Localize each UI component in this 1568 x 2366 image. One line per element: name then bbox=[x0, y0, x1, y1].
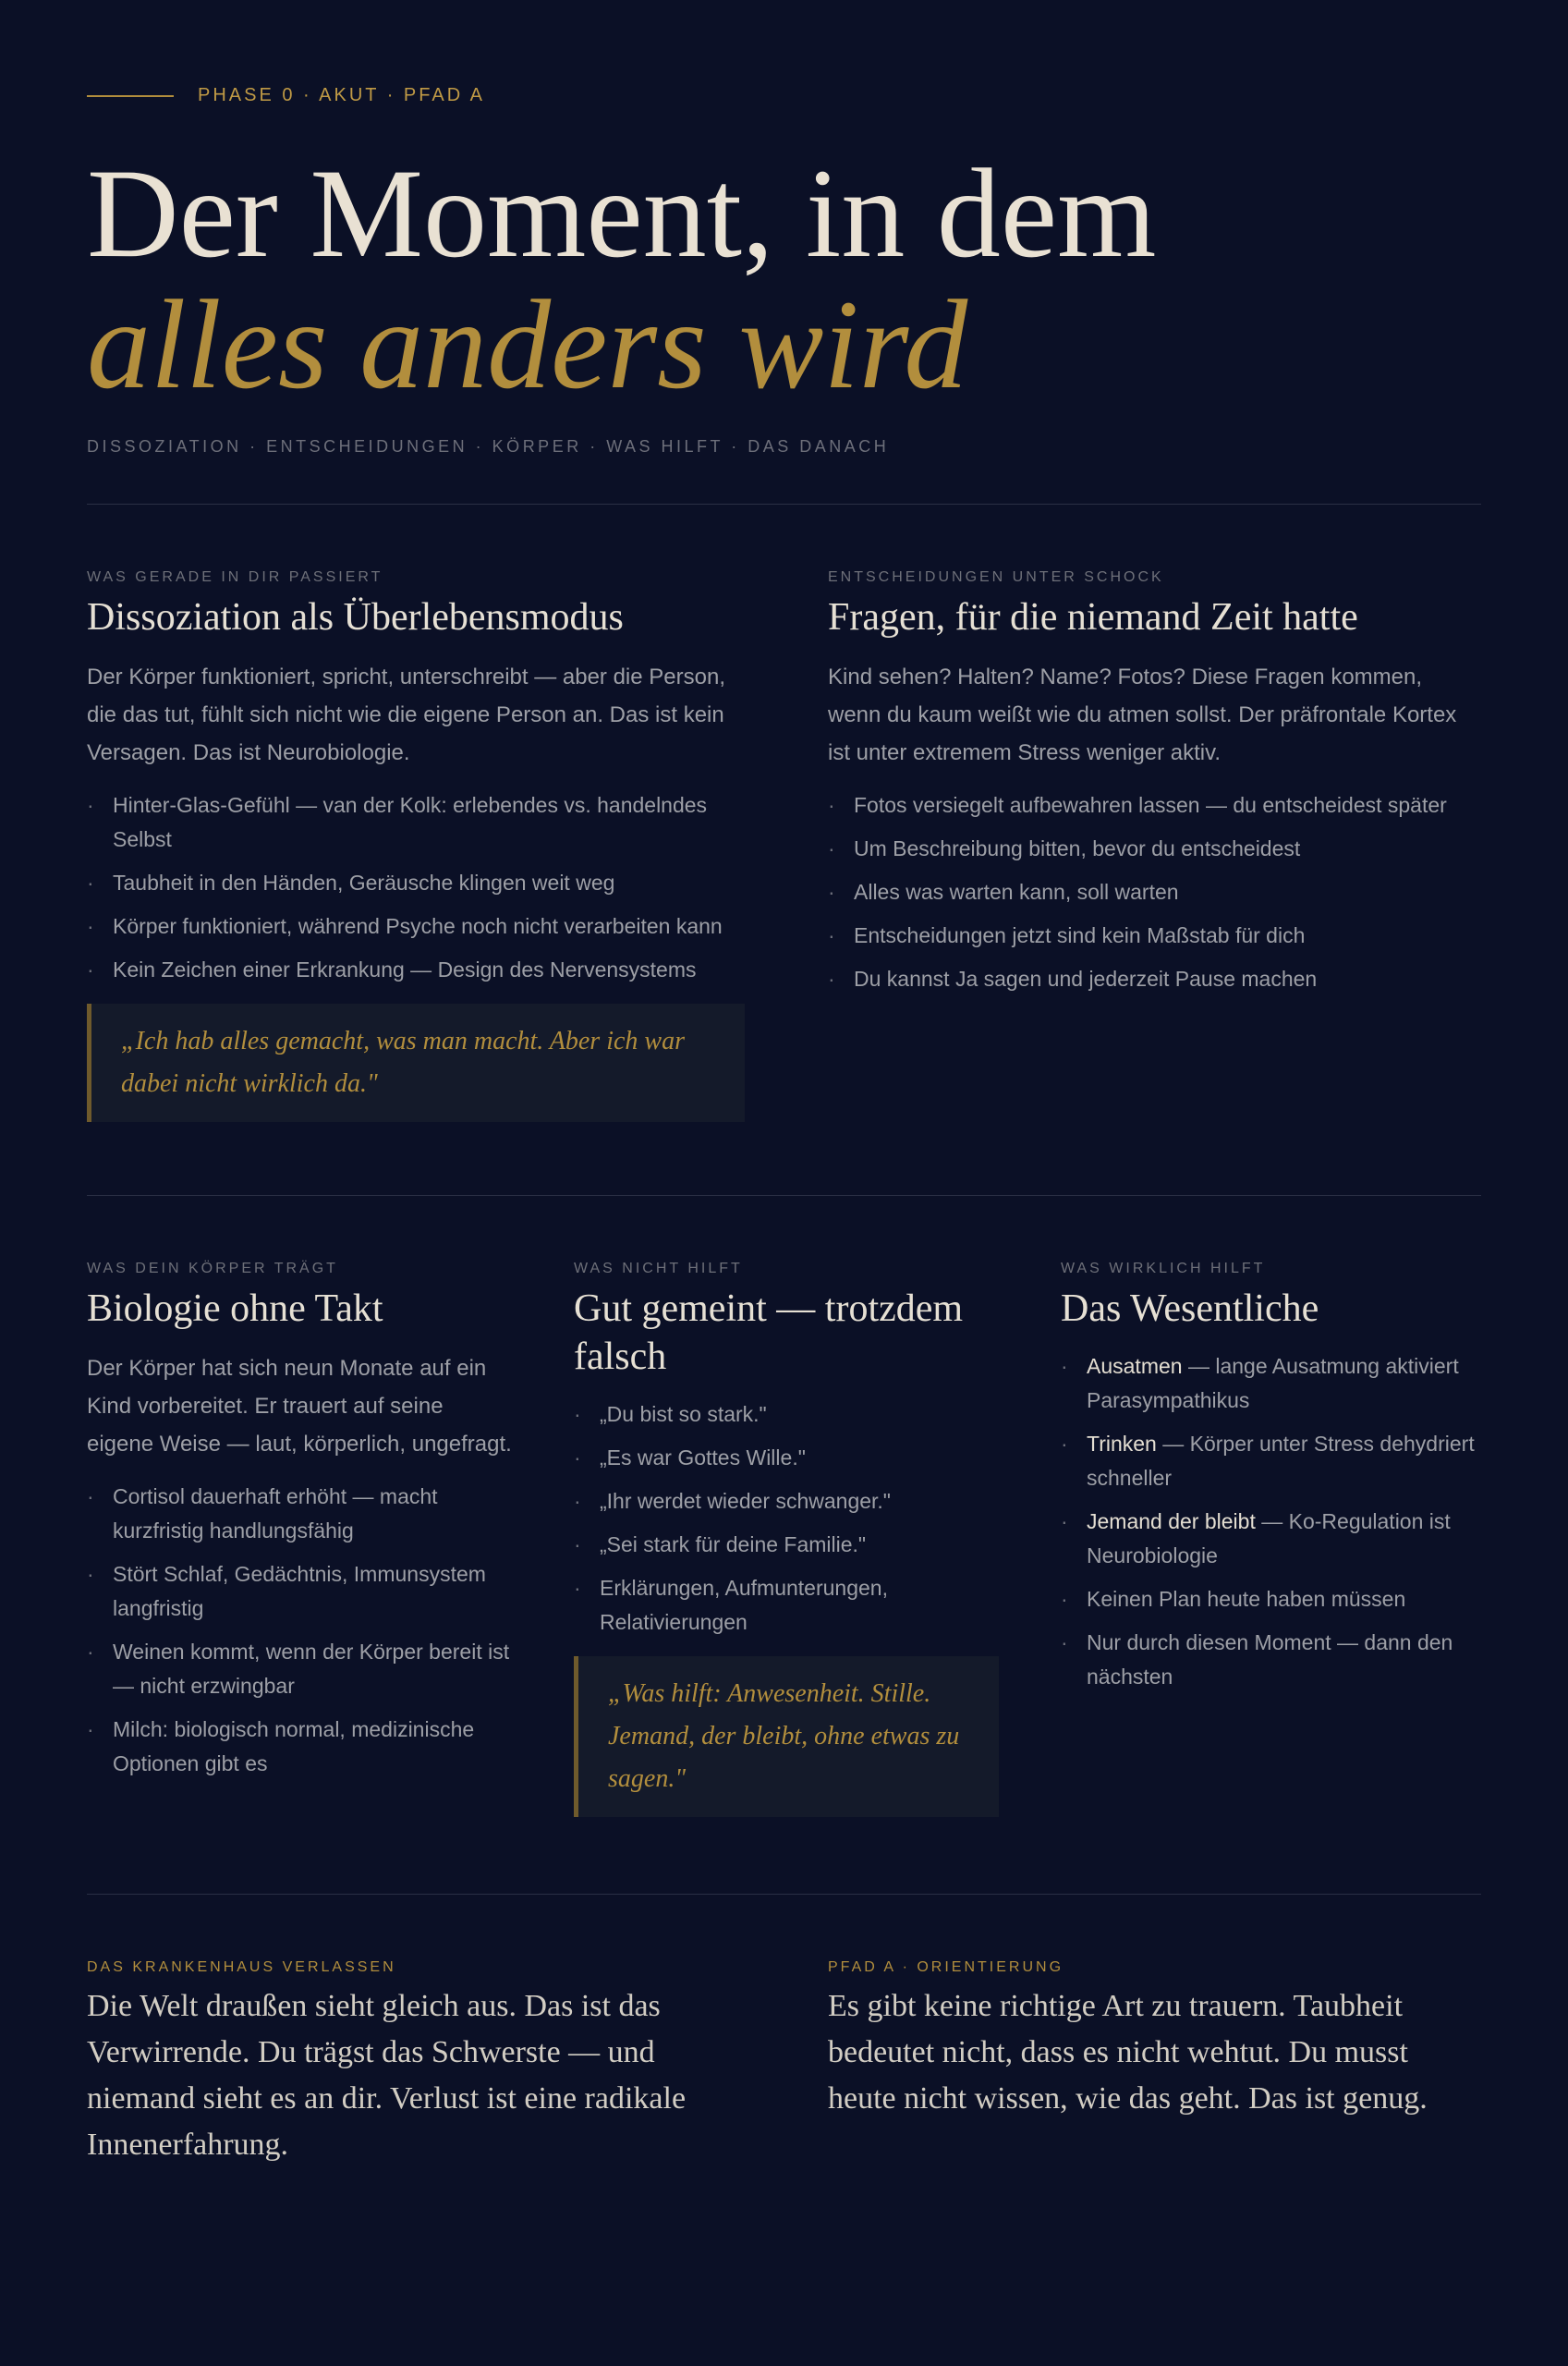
section-label: WAS WIRKLICH HILFT bbox=[1061, 1261, 1266, 1276]
not-helpful-section bbox=[574, 1261, 999, 1817]
list-item-text: Nur durch diesen Moment — dann den nächsten bbox=[1087, 1630, 1453, 1689]
list-item bbox=[87, 788, 745, 857]
page-title bbox=[87, 142, 1157, 415]
list-item bbox=[1061, 1505, 1481, 1573]
list-item bbox=[1061, 1582, 1481, 1616]
list-item-text: Du kannst Ja sagen und jederzeit Pause machen bbox=[854, 967, 1318, 991]
bullet-icon: · bbox=[87, 1640, 94, 1664]
section-label: ENTSCHEIDUNGEN UNTER SCHOCK bbox=[828, 569, 1164, 585]
list-item-text: Fotos versiegelt aufbewahren lassen — du entscheidest später bbox=[854, 793, 1447, 817]
bullet-icon: · bbox=[828, 793, 835, 817]
topics-subtitle: DISSOZIATION · ENTSCHEIDUNGEN · KÖRPER · WAS HILFT · DAS DANACH bbox=[87, 437, 890, 456]
list-item-text: Hinter-Glas-Gefühl — van der Kolk: erlebendes vs. handelndes Selbst bbox=[113, 793, 708, 851]
section-text: Kind sehen? Halten? Name? Fotos? Diese Fragen kommen, wenn du kaum weißt wie du atmen sollst. Der präfrontale Kortex ist unter extremem Stress weniger aktiv. bbox=[828, 665, 1457, 765]
list-item-text: „Ihr werdet wieder schwanger." bbox=[600, 1489, 891, 1513]
helpful-list bbox=[1061, 1349, 1481, 1694]
eyebrow-row bbox=[87, 85, 485, 106]
list-item bbox=[828, 832, 1481, 866]
decisions-list bbox=[828, 788, 1481, 996]
section-text: Der Körper funktioniert, spricht, unterschreibt — aber die Person, die das tut, fühlt sich nicht wie die eigene Person an. Das ist kein Versagen. Das ist Neurobiologie. bbox=[87, 665, 725, 765]
list-item bbox=[828, 962, 1481, 996]
list-item-text: „Sei stark für deine Familie." bbox=[600, 1532, 867, 1556]
orientation-section bbox=[828, 1959, 1481, 2122]
section-title: Dissoziation als Überlebensmodus bbox=[87, 596, 624, 639]
bullet-icon: · bbox=[828, 923, 835, 947]
body-list bbox=[87, 1480, 512, 1781]
list-item-text: Milch: biologisch normal, medizinische Optionen gibt es bbox=[113, 1717, 475, 1775]
decisions-section bbox=[828, 569, 1481, 1006]
page-title-line2: alles anders wird bbox=[87, 274, 968, 415]
bullet-icon: · bbox=[1061, 1354, 1068, 1378]
list-item-text: Entscheidungen jetzt sind kein Maßstab für dich bbox=[854, 923, 1306, 947]
list-item bbox=[828, 919, 1481, 953]
list-item-emphasis: Trinken bbox=[1087, 1432, 1157, 1456]
list-item-text: „Du bist so stark." bbox=[600, 1402, 767, 1426]
list-item-text: — Ko-Regulation ist Neurobiologie bbox=[1087, 1509, 1451, 1567]
list-item bbox=[1061, 1626, 1481, 1694]
list-item bbox=[87, 909, 745, 944]
page-title-line1: Der Moment, in dem bbox=[87, 142, 1157, 284]
bullet-icon: · bbox=[87, 914, 94, 938]
bullet-icon: · bbox=[828, 836, 835, 860]
bullet-icon: · bbox=[87, 1562, 94, 1586]
list-item bbox=[87, 866, 745, 900]
body-section bbox=[87, 1261, 512, 1790]
list-item-text: Cortisol dauerhaft erhöht — macht kurzfristig handlungsfähig bbox=[113, 1484, 438, 1543]
section-label: WAS NICHT HILFT bbox=[574, 1261, 743, 1276]
quote-block bbox=[574, 1656, 999, 1817]
bullet-icon: · bbox=[1061, 1509, 1068, 1533]
section-title: Gut gemeint — trotzdem falsch bbox=[574, 1287, 964, 1378]
section-title: Biologie ohne Takt bbox=[87, 1287, 383, 1330]
list-item-text: Weinen kommt, wenn der Körper bereit ist — nicht erzwingbar bbox=[113, 1640, 510, 1698]
section-title: Das Wesentliche bbox=[1061, 1287, 1319, 1330]
list-item-text: — lange Ausatmung aktiviert Parasympathikus bbox=[1087, 1354, 1459, 1412]
list-item-text: Taubheit in den Händen, Geräusche klingen weit weg bbox=[113, 871, 615, 895]
list-item bbox=[87, 1480, 512, 1548]
section-divider bbox=[87, 1894, 1481, 1895]
quote-text: „Was hilft: Anwesenheit. Stille. Jemand, der bleibt, ohne etwas zu sagen." bbox=[608, 1679, 960, 1793]
bullet-icon: · bbox=[1061, 1587, 1068, 1611]
bullet-icon: · bbox=[87, 1717, 94, 1741]
list-item bbox=[87, 1557, 512, 1626]
helpful-section bbox=[1061, 1261, 1481, 1703]
list-item bbox=[87, 1635, 512, 1703]
list-item-text: Keinen Plan heute haben müssen bbox=[1087, 1587, 1406, 1611]
bullet-icon: · bbox=[828, 967, 835, 991]
list-item-emphasis: Ausatmen bbox=[1087, 1354, 1183, 1378]
list-item bbox=[1061, 1349, 1481, 1418]
list-item bbox=[574, 1528, 999, 1562]
quote-text: „Ich hab alles gemacht, was man macht. Aber ich war dabei nicht wirklich da." bbox=[121, 1027, 685, 1098]
section-label: WAS DEIN KÖRPER TRÄGT bbox=[87, 1261, 338, 1276]
bullet-icon: · bbox=[1061, 1630, 1068, 1654]
list-item-text: Kein Zeichen einer Erkrankung — Design des Nervensystems bbox=[113, 957, 697, 982]
quote-block bbox=[87, 1004, 745, 1122]
symptom-list bbox=[87, 788, 745, 987]
bullet-icon: · bbox=[574, 1402, 581, 1426]
list-item bbox=[1061, 1427, 1481, 1495]
bullet-icon: · bbox=[574, 1489, 581, 1513]
list-item bbox=[828, 875, 1481, 909]
closing-text: Die Welt draußen sieht gleich aus. Das ist das Verwirrende. Du trägst das Schwerste — und niemand sieht es an dir. Verlust ist eine radikale Innenerfahrung. bbox=[87, 1989, 687, 2162]
section-label: WAS GERADE IN DIR PASSIERT bbox=[87, 569, 383, 585]
list-item-text: Stört Schlaf, Gedächtnis, Immunsystem langfristig bbox=[113, 1562, 486, 1620]
section-text: Der Körper hat sich neun Monate auf ein Kind vorbereitet. Er trauert auf seine eigene Weise — laut, körperlich, ungefragt. bbox=[87, 1356, 512, 1457]
list-item-text: Um Beschreibung bitten, bevor du entscheidest bbox=[854, 836, 1301, 860]
eyebrow-divider-line bbox=[87, 95, 174, 97]
section-title: Fragen, für die niemand Zeit hatte bbox=[828, 596, 1358, 639]
list-item-text: Alles was warten kann, soll warten bbox=[854, 880, 1179, 904]
bullet-icon: · bbox=[1061, 1432, 1068, 1456]
list-item-text: Körper funktioniert, während Psyche noch nicht verarbeiten kann bbox=[113, 914, 723, 938]
section-label: DAS KRANKENHAUS VERLASSEN bbox=[87, 1959, 396, 1975]
bullet-icon: · bbox=[574, 1576, 581, 1600]
dissociation-section bbox=[87, 569, 745, 1122]
not-helpful-list bbox=[574, 1397, 999, 1640]
bullet-icon: · bbox=[828, 880, 835, 904]
list-item bbox=[87, 1713, 512, 1781]
section-divider bbox=[87, 504, 1481, 505]
closing-text: Es gibt keine richtige Art zu trauern. Taubheit bedeutet nicht, dass es nicht wehtut. Du musst heute nicht wissen, wie das geht. Das ist genug. bbox=[828, 1989, 1428, 2116]
bullet-icon: · bbox=[87, 1484, 94, 1508]
bullet-icon: · bbox=[87, 957, 94, 982]
list-item bbox=[828, 788, 1481, 823]
section-label: PFAD A · ORIENTIERUNG bbox=[828, 1959, 1064, 1975]
section-divider bbox=[87, 1195, 1481, 1196]
list-item bbox=[574, 1484, 999, 1518]
list-item bbox=[574, 1571, 999, 1640]
list-item-text: „Es war Gottes Wille." bbox=[600, 1445, 806, 1470]
list-item bbox=[574, 1397, 999, 1432]
leaving-hospital-section bbox=[87, 1959, 752, 2168]
bullet-icon: · bbox=[574, 1445, 581, 1470]
list-item-emphasis: Jemand der bleibt bbox=[1087, 1509, 1256, 1533]
list-item-text: — Körper unter Stress dehydriert schneller bbox=[1087, 1432, 1475, 1490]
phase-eyebrow: PHASE 0 · AKUT · PFAD A bbox=[198, 85, 485, 105]
bullet-icon: · bbox=[87, 793, 94, 817]
list-item bbox=[87, 953, 745, 987]
bullet-icon: · bbox=[87, 871, 94, 895]
bullet-icon: · bbox=[574, 1532, 581, 1556]
list-item-text: Erklärungen, Aufmunterungen, Relativierungen bbox=[600, 1576, 888, 1634]
list-item bbox=[574, 1441, 999, 1475]
